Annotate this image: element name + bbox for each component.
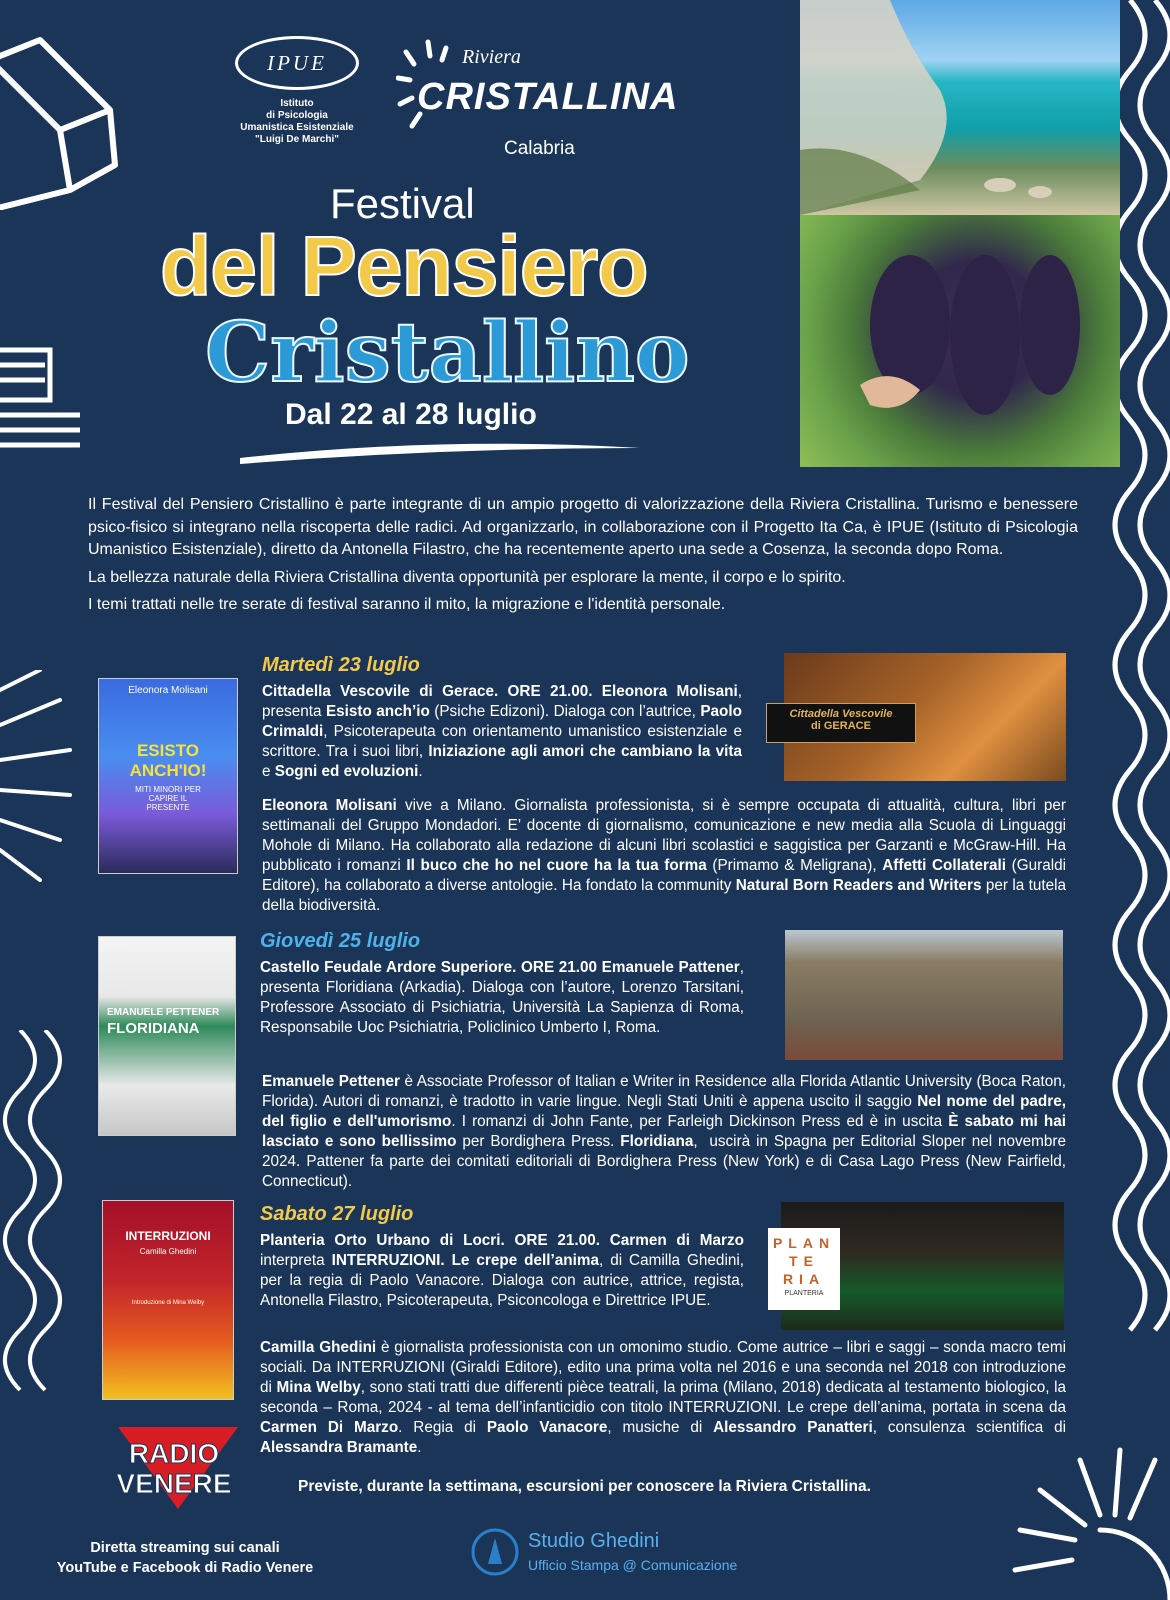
radio-line: RADIO: [128, 1438, 220, 1469]
studio-name: Studio Ghedini: [528, 1530, 660, 1552]
event-1-bio: Eleonora Molisani vive a Milano. Giornalista professionista, si è sempre occupata di attualità, cultura, libri per settimanali del Gruppo Mondadori. E’ docente di giornalismo, comunicazione e new media alla Scuola di Linguaggi Mohole di Milano. Ha collaborato alla redazione di alcuni libri scolastici e saggistica per Garzanti e McGraw-Hill. Ha pubblicato i romanzi Il buco che ho nel cuore ha la tua forma (Primamo & Meligrana), Affetti Collaterali (Guraldi Editore), ha collaborato a diverse antologie. Ha fondato la community Natural Born Readers and Writers per la tutela della biodiversità.: [262, 797, 1067, 914]
cover-author: EMANUELE PETTENER: [107, 1007, 220, 1018]
festival-label: Festival: [330, 180, 475, 227]
title-line-2: Cristallino: [205, 305, 690, 401]
ipue-sub-line: Umanistica Esistenziale: [240, 122, 354, 133]
event-2-bio: Emanuele Pettener è Associate Professor of Italian e Writer in Residence alla Florida Atlantic University (Boca Raton, Florida). Autori di romanzi, è tradotto in varie lingue. Negli Stati Uniti è appena uscito il saggio Nel nome del padre, del figlio e dell'umorismo. I romanzi di John Fante, per Farleigh Dickinson Press ed è in uscita È sabato mi hai lasciato e sono bellissimo per Bordighera Press. Floridiana, uscirà in Spagna per Editorial Sloper nel novembre 2024. Pattener fa parte dei comitati editoriali di Bordighera Press (New York) e di Casa Lago Press (New Fairfield, Connecticut).: [262, 1073, 1067, 1190]
intro-paragraph: I temi trattati nelle tre serate di festival saranno il mito, la migrazione e l'identità personale.: [88, 596, 726, 613]
photo-sea-cliff-shape: [800, 0, 1120, 215]
photo-castello-ardore: [785, 930, 1063, 1060]
radio-venere-text: [114, 1439, 234, 1499]
event-2-description: Castello Feudale Ardore Superiore. ORE 21.00 Emanuele Pattener, presenta Floridiana (Arkadia). Dialoga con l’autore, Lorenzo Tarsitani, Professore Associato di Psichiatria, Università La Sapienza di Roma, Responsabile Uoc Psichiatria, Policlinico Umberto I, Roma.: [260, 959, 744, 1036]
planteria-name: PLANTERIA: [784, 1290, 824, 1297]
decorative-book-icon: [0, 20, 120, 210]
cover-author: Eleonora Molisani: [128, 685, 208, 696]
planteria-letters: RIA: [782, 1271, 826, 1287]
book-cover-floridiana: [98, 936, 236, 1136]
event-3-bio: Camilla Ghedini è giornalista professionista con un omonimo studio. Come autrice – libri e saggi – sonda macro temi sociali. Da INTERRUZIONI (Giraldi Editore), edito una prima volta nel 2016 e una seconda nel 2018 con introduzione di Mina Welby, sono stati tratti due differenti pièce teatrali, la prima (Milano, 2018) dedicata al testamento biologico, la seconda – Roma, 2024 - al tema dell’infanticidio con titolo INTERRUZIONI. Le crepe dell’anima, portata in scena da Carmen Di Marzo. Regia di Paolo Vanacore, musiche di Alessandro Panatteri, consulenza scientifica di Alessandra Bramante.: [260, 1339, 1067, 1456]
event-1-description: Cittadella Vescovile di Gerace. ORE 21.00. Eleonora Molisani, presenta Esisto anch’io (Psiche Edizoni). Dialoga con l’autrice, Paolo Crimaldi, Psicoterapeuta con orientamento umanistico esistenziale e scrittore. Tra i suoi libri, Iniziazione agli amori che cambiano la vita e Sogni ed evoluzioni.: [262, 683, 743, 780]
riviera-cristallina-logo: [402, 36, 679, 166]
intro-paragraph: La bellezza naturale della Riviera Cristallina diventa opportunità per esplorare la mente, il corpo e lo spirito.: [88, 568, 846, 586]
cover-title: INTERRUZIONI: [125, 1229, 211, 1243]
intro-text: [88, 494, 1078, 622]
cover-author: Camilla Ghedini: [139, 1247, 197, 1256]
event-day-tuesday: Martedì 23 luglio: [262, 654, 420, 676]
decorative-waves-left-icon: [0, 1030, 70, 1410]
gerace-label-box: [766, 703, 916, 743]
cover-introduction: Introduzione di Mina Welby: [131, 1300, 205, 1306]
excursions-note: Previste, durante la settimana, escursioni per conoscere la Riviera Cristallina.: [298, 1478, 871, 1495]
ipue-sub-line: di Psicologia: [266, 110, 328, 121]
book-cover-esisto-anchio: [98, 678, 238, 874]
gerace-label-line: di GERACE: [811, 720, 871, 732]
calabria-label: Calabria: [504, 138, 575, 159]
riviera-small-text: Riviera: [462, 46, 521, 68]
book-cover-interruzioni: [102, 1200, 234, 1400]
title-underline-swoosh: [240, 440, 640, 470]
event-day-saturday: Sabato 27 luglio: [260, 1203, 414, 1225]
streaming-info: [30, 1538, 340, 1578]
ipue-sub-line: Istituto: [280, 98, 314, 109]
ipue-logo: [232, 36, 362, 146]
studio-subtitle: Ufficio Stampa @ Comunicazione: [528, 1557, 738, 1573]
streaming-line: Diretta streaming sui canali: [90, 1540, 280, 1556]
event-3-description: Planteria Orto Urbano di Locri. ORE 21.00. Carmen di Marzo interpreta INTERRUZIONI. Le crepe dell’anima, di Camilla Ghedini, per la regia di Paolo Vanacore. Dialoga con autrice, attrice, regista, Antonella Filastro, Psicoterapeuta, Psiconcologa e Direttrice IPUE.: [260, 1232, 744, 1309]
event-day-thursday: Giovedì 25 luglio: [260, 930, 421, 952]
pen-nib-icon: [470, 1526, 520, 1578]
cover-title: FLORIDIANA: [107, 1020, 200, 1037]
ipue-logo-text: IPUE: [235, 36, 359, 90]
decorative-books-stack-icon: [0, 330, 90, 460]
festival-dates: Dal 22 al 28 luglio: [285, 398, 537, 431]
photo-grapes-shape: [800, 215, 1120, 467]
gerace-label-line: Cittadella Vescovile: [789, 708, 893, 720]
photo-grapes: [800, 215, 1120, 467]
riviera-big-text: CRISTALLINA: [417, 76, 679, 118]
cover-title: ESISTO ANCH'IO!: [129, 741, 207, 780]
radio-line: VENERE: [116, 1468, 232, 1499]
planteria-logo: [768, 1228, 840, 1310]
radio-venere-logo: [108, 1427, 238, 1509]
studio-ghedini-logo: [470, 1526, 790, 1586]
streaming-line: YouTube e Facebook di Radio Venere: [56, 1560, 314, 1576]
planteria-letters: PLAN: [772, 1235, 836, 1251]
title-line-1: del Pensiero: [160, 219, 648, 313]
intro-paragraph: Il Festival del Pensiero Cristallino è parte integrante di un ampio progetto di valorizzazione della Riviera Cristallina. Turismo e benessere psico-fisico si integrano nella riscoperta delle radici. Ad organizzarlo, in collaborazione con il Progetto Ita Ca, è IPUE (Istituto di Psicologia Umanistico Esistenziale), diretto da Antonella Filastro, che ha recentemente aperto una sede a Cosenza, la seconda dopo Roma.: [88, 496, 1078, 558]
decorative-rays-left-icon: [0, 670, 90, 900]
ipue-sub-line: "Luigi De Marchi": [255, 134, 339, 145]
photo-sea-coast: [800, 0, 1120, 215]
cover-subtitle: MITI MINORI PER CAPIRE IL PRESENTE: [135, 785, 201, 812]
planteria-letters: TE: [789, 1253, 819, 1269]
ipue-subtitle: [232, 98, 362, 146]
